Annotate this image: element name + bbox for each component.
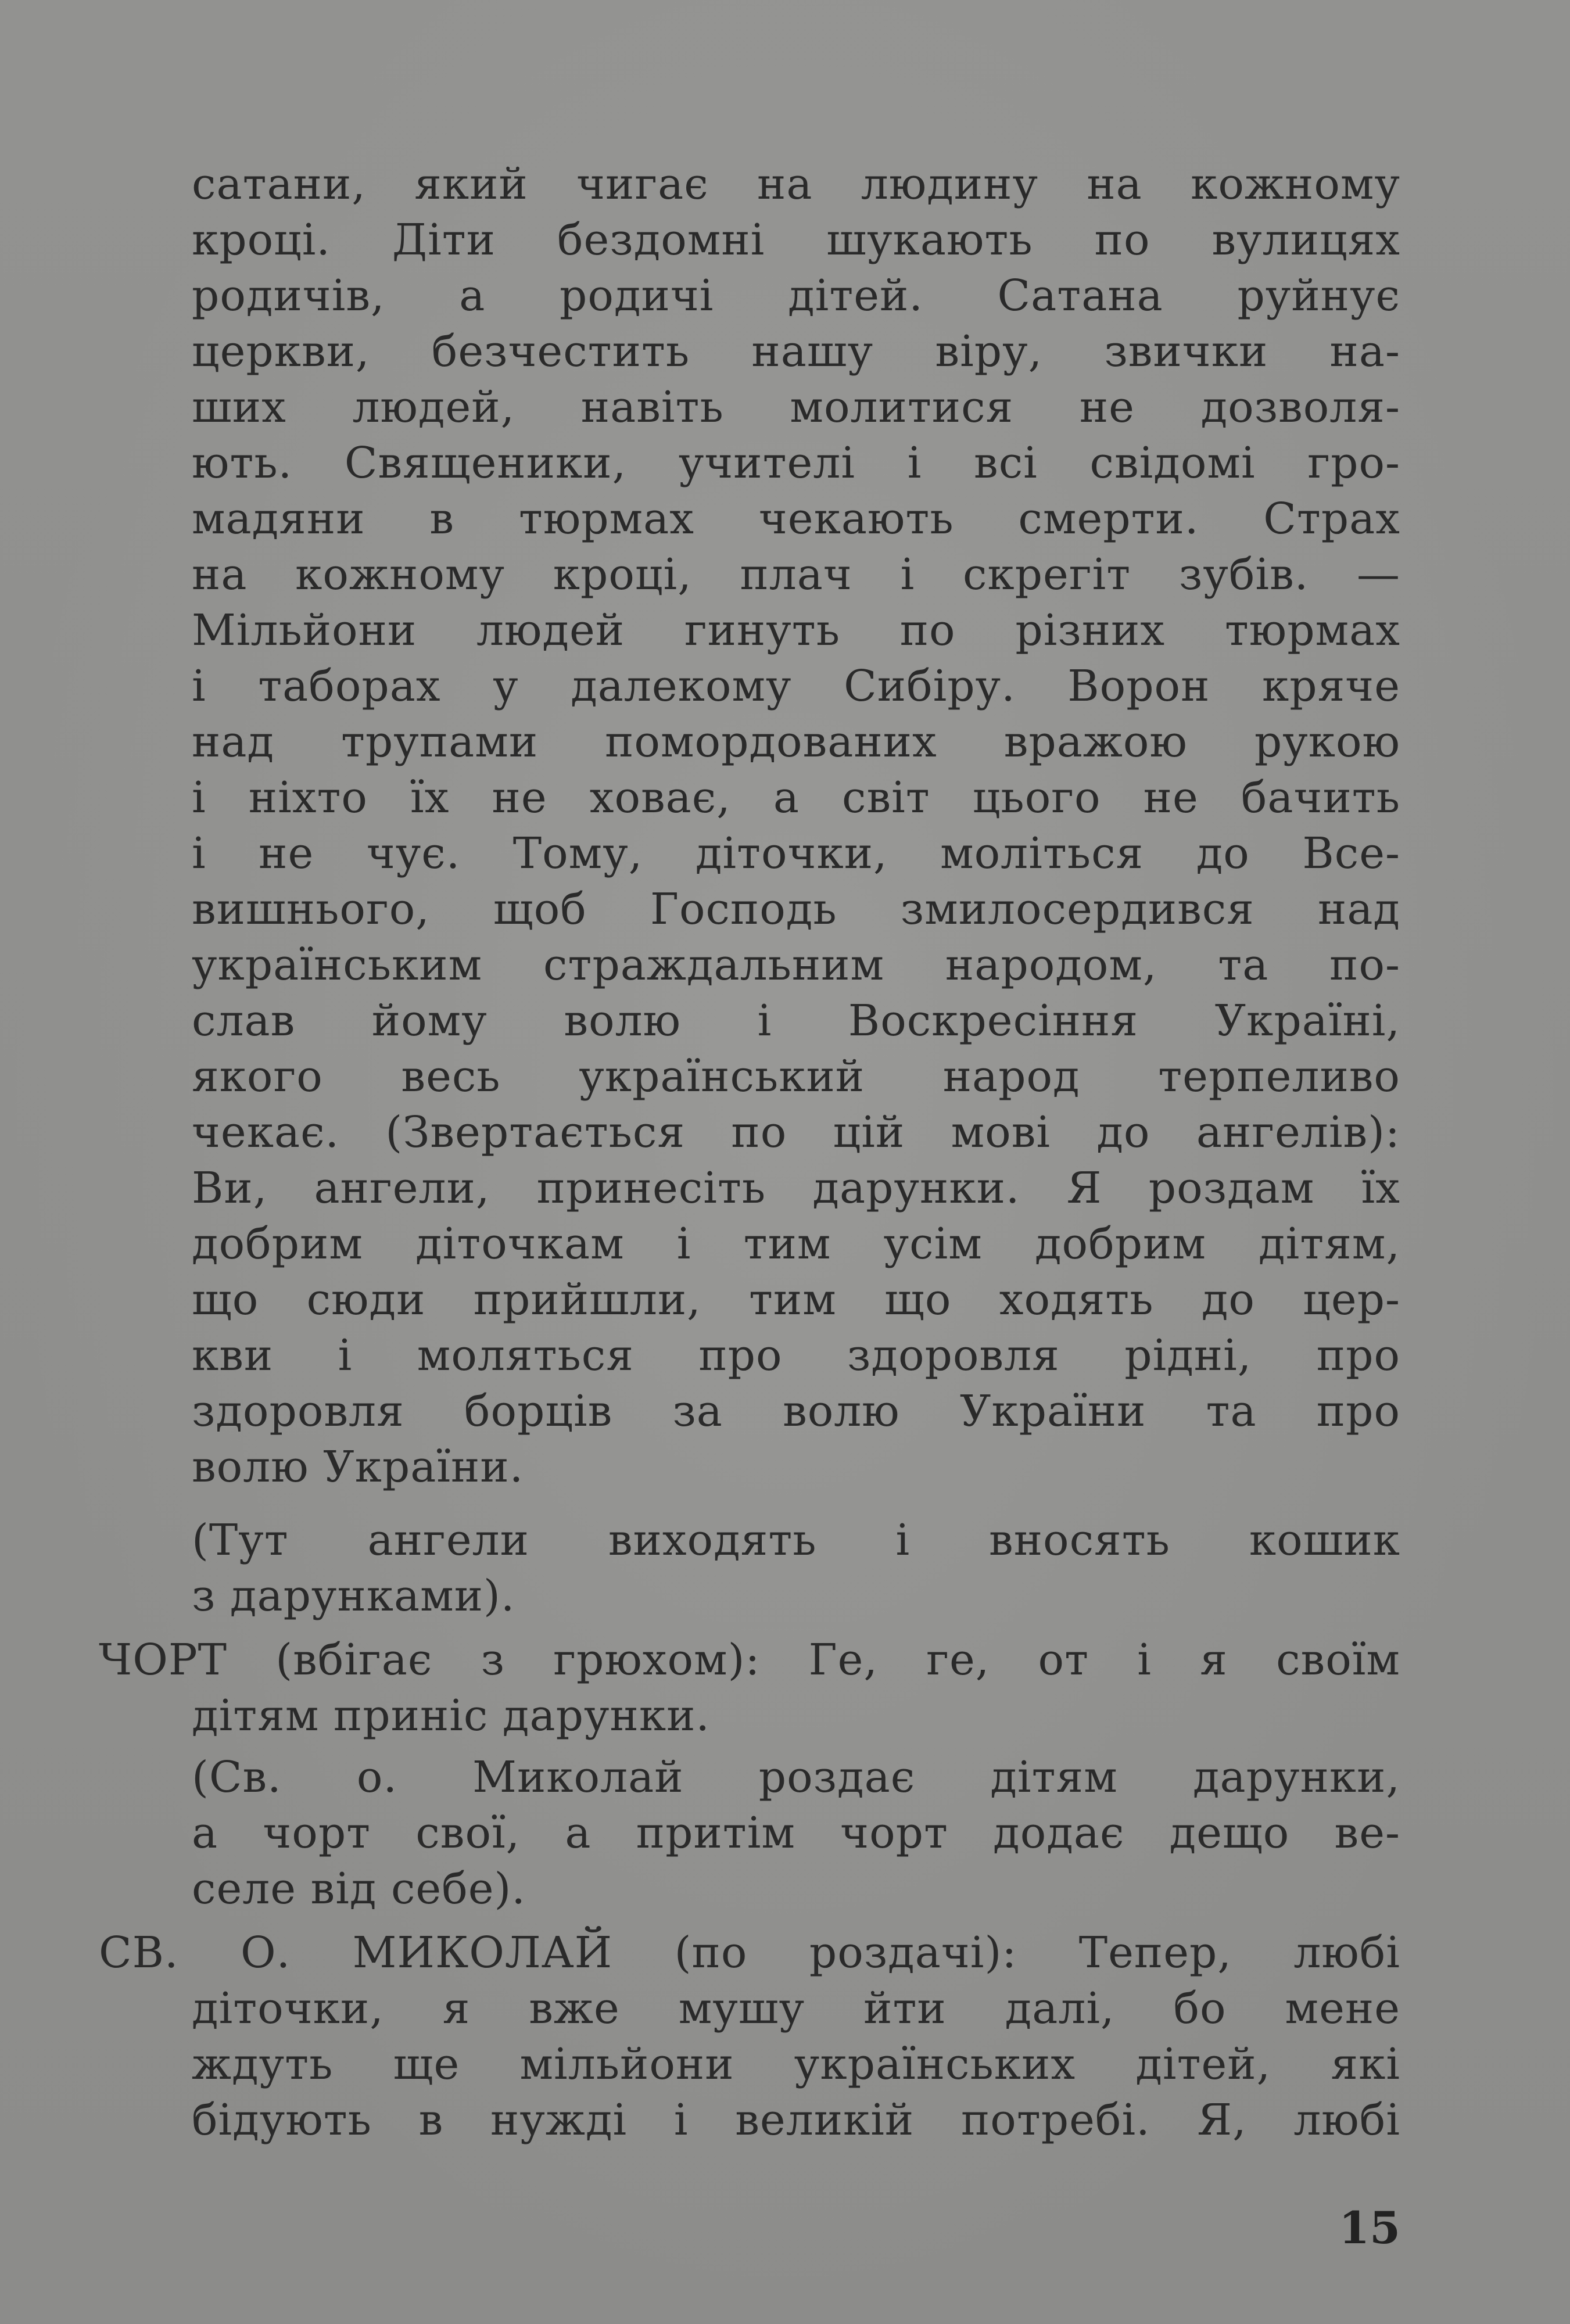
text-line: волю України. <box>192 1442 524 1492</box>
text-line: церкви, безчестить нашу віру, звички на- <box>192 327 1400 376</box>
stage-direction-line: (Тут ангели виходять і вносять кошик <box>192 1515 1400 1565</box>
text-line: ють. Священики, учителі і всі свідомі гро- <box>192 438 1400 488</box>
text-line: українським страждальним народом, та по- <box>192 940 1400 990</box>
text-line: слав йому волю і Воскресіння Україні, <box>192 996 1400 1046</box>
text-line: і не чує. Тому, діточки, моліться до Все- <box>192 829 1400 878</box>
stage-direction-line: з дарунками). <box>192 1571 515 1621</box>
text-line: вишнього, щоб Господь змилосердився над <box>192 884 1400 934</box>
text-line: на кожному кроці, плач і скрегіт зубів. — <box>192 550 1400 600</box>
text-line: ждуть ще мільйони українських дітей, які <box>192 2039 1400 2089</box>
page-number: 15 <box>1339 2202 1400 2254</box>
text-line: і таборах у далекому Сибіру. Ворон кряче <box>192 661 1400 711</box>
speaker-line-mykolai: СВ. О. МИКОЛАЙ (по роздачі): Тепер, любі <box>99 1928 1400 1978</box>
text-line: бідують в нужді і великій потребі. Я, любі <box>192 2095 1400 2145</box>
stage-direction-line: (Св. о. Миколай роздає дітям дарунки, <box>192 1752 1400 1802</box>
text-line: і ніхто їх не ховає, а світ цього не бачить <box>192 773 1400 823</box>
text-line: кроці. Діти бездомні шукають по вулицях <box>192 215 1400 265</box>
text-line: кви і моляться про здоровля рідні, про <box>192 1330 1400 1380</box>
text-line: діточки, я вже мушу йти далі, бо мене <box>192 1984 1400 2033</box>
text-line: ших людей, навіть молитися не дозволя- <box>192 382 1400 432</box>
text-line: родичів, а родичі дітей. Сатана руйнує <box>192 271 1400 321</box>
text-line: здоровля борців за волю України та про <box>192 1386 1400 1436</box>
text-line: чекає. (Звертається по цій мові до ангелів): <box>192 1107 1400 1157</box>
speaker-line-chort: ЧОРТ (вбігає з грюхом): Ге, ге, от і я своїм <box>99 1635 1400 1685</box>
text-line: що сюди прийшли, тим що ходять до цер- <box>192 1275 1400 1325</box>
text-line: мадяни в тюрмах чекають смерти. Страх <box>192 494 1400 544</box>
text-line: дітям приніс дарунки. <box>192 1691 710 1741</box>
text-line: над трупами помордованих вражою рукою <box>192 717 1400 767</box>
text-line: якого весь український народ терпеливо <box>192 1052 1400 1102</box>
text-line: добрим діточкам і тим усім добрим дітям, <box>192 1219 1400 1269</box>
text-line: Мільйони людей гинуть по різних тюрмах <box>192 605 1400 655</box>
text-line: сатани, який чигає на людину на кожному <box>192 159 1400 209</box>
stage-direction-line: селе від себе). <box>192 1864 526 1914</box>
text-line: Ви, ангели, принесіть дарунки. Я роздам їх <box>192 1163 1400 1213</box>
stage-direction-line: а чорт свої, а притім чорт додає дещо ве- <box>192 1808 1400 1858</box>
